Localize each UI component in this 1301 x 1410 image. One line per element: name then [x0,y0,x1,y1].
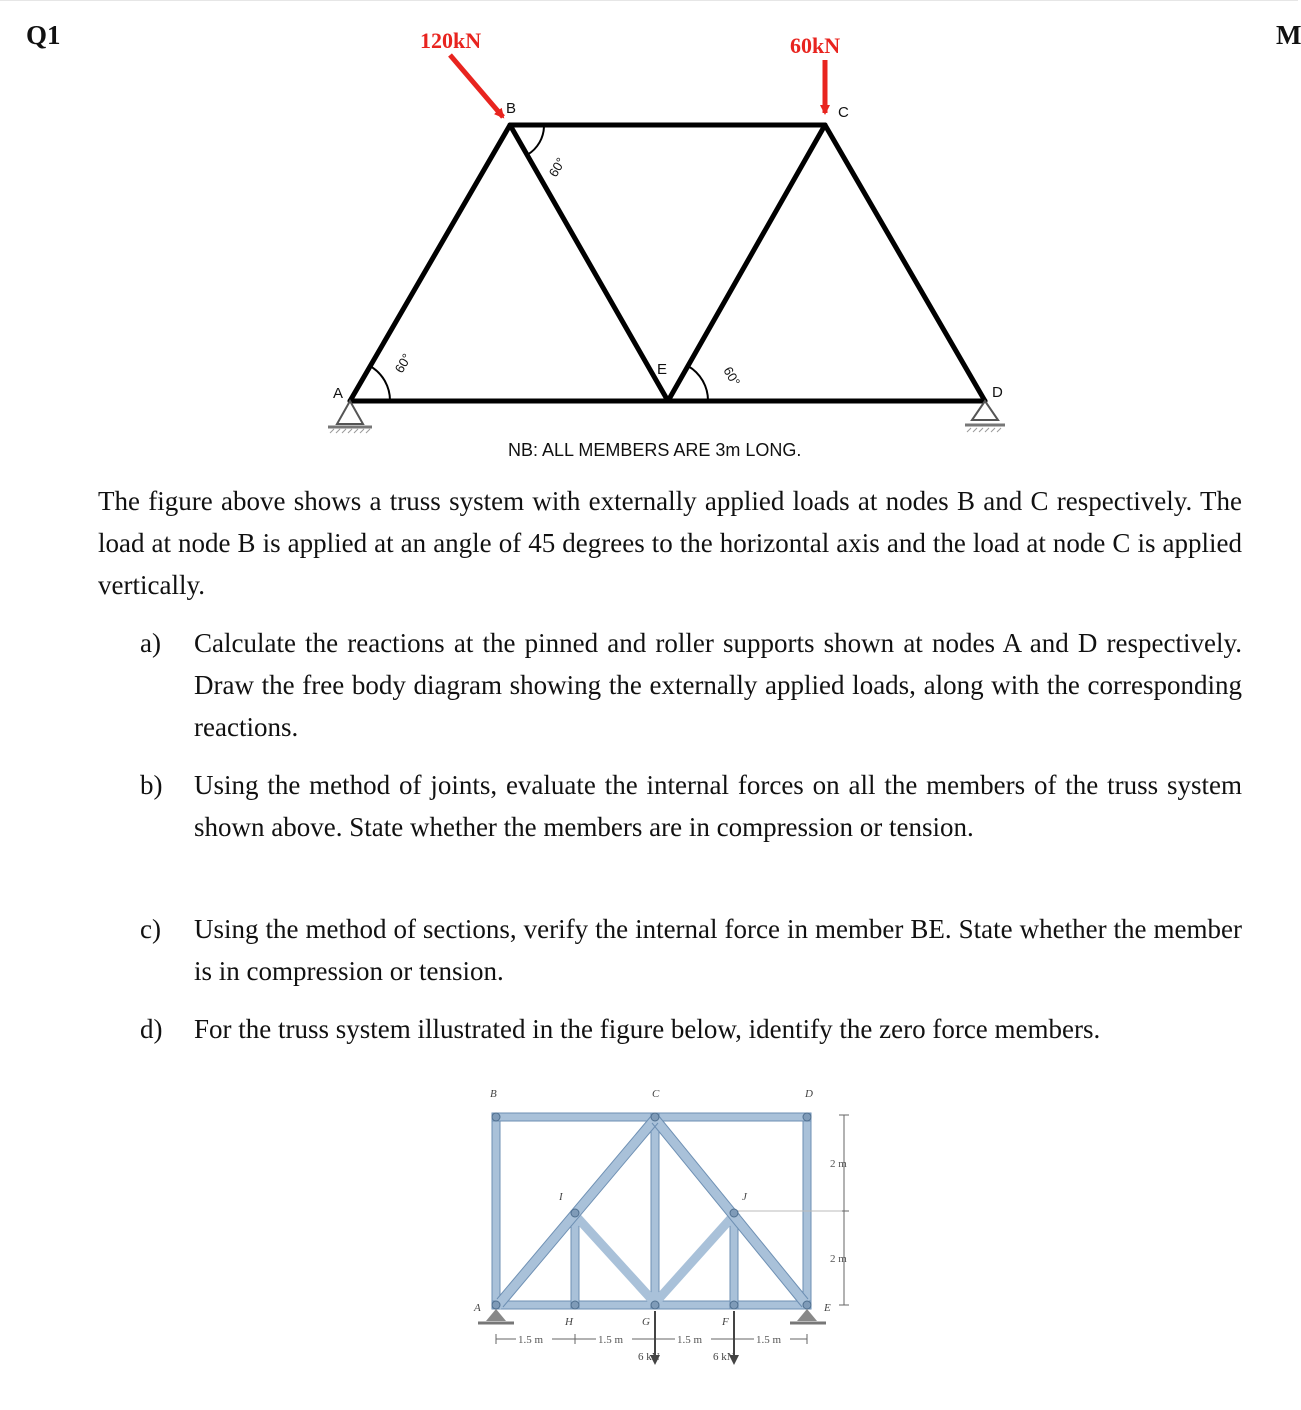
node-e-label: E [657,361,668,378]
angle-label-b: 60° [545,154,569,180]
fig2-member-cg [651,1113,659,1309]
member-cd [825,125,985,401]
question-d-text: For the truss system illustrated in the figure below, identify the zero force members. [194,1014,1101,1044]
fig2-dim-h2: 1.5 m [598,1334,624,1346]
angle-arc-e [688,366,708,401]
fig2-node-b: B [490,1088,497,1100]
question-d-label: d) [140,1014,163,1044]
member-ab [350,125,510,401]
load-b-arrow [450,55,503,117]
question-a-text: Calculate the reactions at the pinned and roller supports shown at nodes A and D respectively. Draw the free body diagram showing the externally applied loads, along with the corresponding reactions. [194,628,1242,742]
angle-label-e: 60° [720,364,744,389]
node-c-label: C [838,104,849,121]
member-ec [668,125,825,401]
fig2-node-i: I [559,1191,563,1203]
fig2-load-f: 6 kN [713,1351,735,1363]
margin-marker: M [1276,20,1301,50]
fig2-node-j: J [742,1191,747,1203]
member-be [510,125,668,401]
load-c-label: 60kN [790,33,841,58]
question-c-label: c) [140,914,161,944]
fig2-node-d: D [805,1088,813,1100]
fig2-node-a: A [474,1302,481,1314]
fig2-dim-h1: 1.5 m [518,1334,544,1346]
node-b-label: B [506,100,517,117]
fig2-support-e [797,1309,817,1321]
question-a-label: a) [140,628,161,658]
members-note: NB: ALL MEMBERS ARE 3m LONG. [508,440,802,460]
fig2-load-g: 6 kN [638,1351,660,1363]
truss-figure-2 [470,1075,870,1375]
fig2-dim-v2: 2 m [830,1253,847,1265]
angle-arc-a [370,366,390,401]
question-c-text: Using the method of sections, verify the internal force in member BE. State whether the member is in compression or tension. [194,914,1242,986]
roller-support-d [965,401,1005,432]
fig2-member-hi [571,1211,579,1309]
question-number: Q1 [26,20,61,50]
fig2-dim-h4: 1.5 m [756,1334,782,1346]
fig2-node-h: H [565,1316,573,1328]
angle-label-a: 60° [391,350,415,376]
pin-support-a [328,401,372,433]
fig2-dim-v1: 2 m [830,1158,847,1170]
intro-paragraph: The figure above shows a truss system with externally applied loads at nodes B and C respectively. The load at node B is applied at an angle of 45 degrees to the horizontal axis and the load at node C is applied vertically. [98,486,1242,600]
question-b-text: Using the method of joints, evaluate the internal forces on all the members of the truss system shown above. State whether the members are in compression or tension. [194,770,1242,842]
truss-members [350,125,985,401]
angle-arc-b [527,125,544,155]
fig2-support-a [486,1309,506,1321]
fig2-node-g: G [642,1316,650,1328]
fig2-dim-h3: 1.5 m [677,1334,703,1346]
load-b-label: 120kN [420,28,482,53]
fig2-member-ab [492,1113,500,1309]
truss-figure [0,0,1298,470]
question-b-label: b) [140,770,163,800]
fig2-node-c: C [652,1088,660,1100]
fig2-node-f: F [722,1316,729,1328]
node-a-label: A [333,385,344,402]
node-d-label: D [992,384,1003,401]
fig2-node-e: E [824,1302,831,1314]
